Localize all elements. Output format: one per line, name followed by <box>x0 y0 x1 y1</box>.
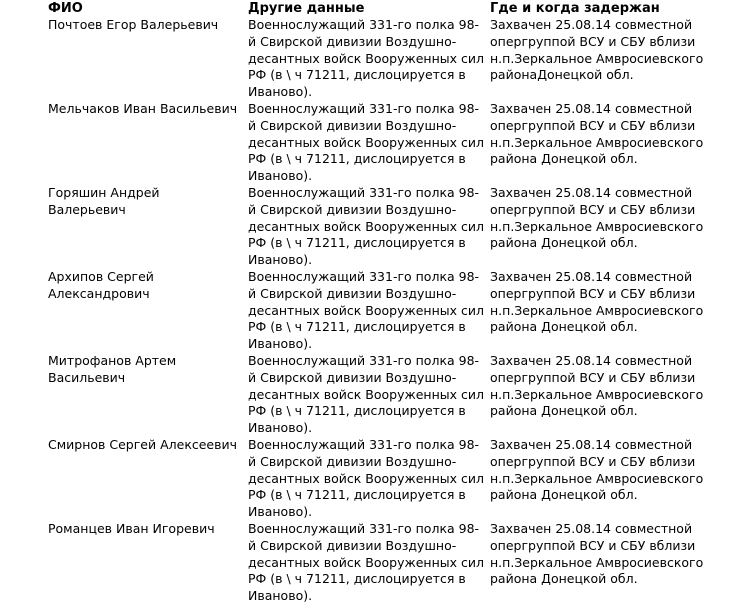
table-row <box>0 17 750 101</box>
cell-other-data: Военнослужащий 331-го полка 98-й Свирской дивизии Воздушно-десантных войск Вооруженных сил РФ (в \ ч 71211, дислоцируется в Иваново). <box>248 268 484 352</box>
cell-where-when: Захвачен 25.08.14 совместной опергруппой ВСУ и СБУ вблизи н.п.Зеркальное Амвросиевского района Донецкой обл. <box>490 520 704 587</box>
header-where-when: Где и когда задержан <box>490 1 660 16</box>
cell-where-when: Захвачен 25.08.14 совместной опергруппой ВСУ и СБУ вблизи н.п.Зеркальное Амвросиевского района Донецкой обл. <box>490 352 704 419</box>
cell-other-data: Военнослужащий 331-го полка 98-й Свирской дивизии Воздушно-десантных войск Вооруженных сил РФ (в \ ч 71211, дислоцируется в Иваново). <box>248 352 484 436</box>
header-other-data: Другие данные <box>248 1 365 16</box>
cell-other-data: Военнослужащий 331-го полка 98-й Свирской дивизии Воздушно-десантных войск Вооруженных сил РФ (в \ ч 71211, дислоцируется в Иваново). <box>248 520 484 604</box>
cell-name: Почтоев Егор Валерьевич <box>48 17 219 32</box>
cell-where-when: Захвачен 25.08.14 совместной опергруппой ВСУ и СБУ вблизи н.п.Зеркальное Амвросиевского района Донецкой обл. <box>490 268 704 335</box>
cell-where-when: Захвачен 25.08.14 совместной опергруппой ВСУ и СБУ вблизи н.п.Зеркальное Амвросиевского района Донецкой обл. <box>490 436 704 503</box>
cell-name: Мельчаков Иван Васильевич <box>48 100 238 116</box>
cell-where-when: Захвачен 25.08.14 совместной опергруппой ВСУ и СБУ вблизи н.п.Зеркальное Амвросиевского района Донецкой обл. <box>490 100 704 167</box>
cell-where-when: Захвачен 25.08.14 совместной опергруппой ВСУ и СБУ вблизи н.п.Зеркальное Амвросиевского районаДонецкой обл. <box>490 17 704 83</box>
header-row <box>0 0 750 17</box>
cell-name: Архипов Сергей Александрович <box>48 268 154 301</box>
table-row <box>0 521 750 605</box>
cell-name: Горяшин Андрей Валерьевич <box>48 184 160 217</box>
table-row <box>0 353 750 437</box>
cell-other-data: Военнослужащий 331-го полка 98-й Свирской дивизии Воздушно-десантных войск Вооруженных сил РФ (в \ ч 71211, дислоцируется в Иваново). <box>248 436 484 520</box>
cell-other-data: Военнослужащий 331-го полка 98-й Свирской дивизии Воздушно-десантных войск Вооруженных сил РФ (в \ ч 71211, дислоцируется в Иваново). <box>248 17 484 100</box>
cell-name: Смирнов Сергей Алексеевич <box>48 436 237 452</box>
table-row <box>0 101 750 185</box>
table-row <box>0 269 750 353</box>
cell-other-data: Военнослужащий 331-го полка 98-й Свирской дивизии Воздушно-десантных войск Вооруженных сил РФ (в \ ч 71211, дислоцируется в Иваново). <box>248 184 484 268</box>
cell-other-data: Военнослужащий 331-го полка 98-й Свирской дивизии Воздушно-десантных войск Вооруженных сил РФ (в \ ч 71211, дислоцируется в Иваново). <box>248 100 484 184</box>
table-row <box>0 437 750 521</box>
table-row <box>0 185 750 269</box>
cell-name: Романцев Иван Игоревич <box>48 520 215 536</box>
cell-name: Митрофанов Артем Васильевич <box>48 352 177 385</box>
cell-where-when: Захвачен 25.08.14 совместной опергруппой ВСУ и СБУ вблизи н.п.Зеркальное Амвросиевского района Донецкой обл. <box>490 184 704 251</box>
header-name: ФИО <box>48 1 83 16</box>
